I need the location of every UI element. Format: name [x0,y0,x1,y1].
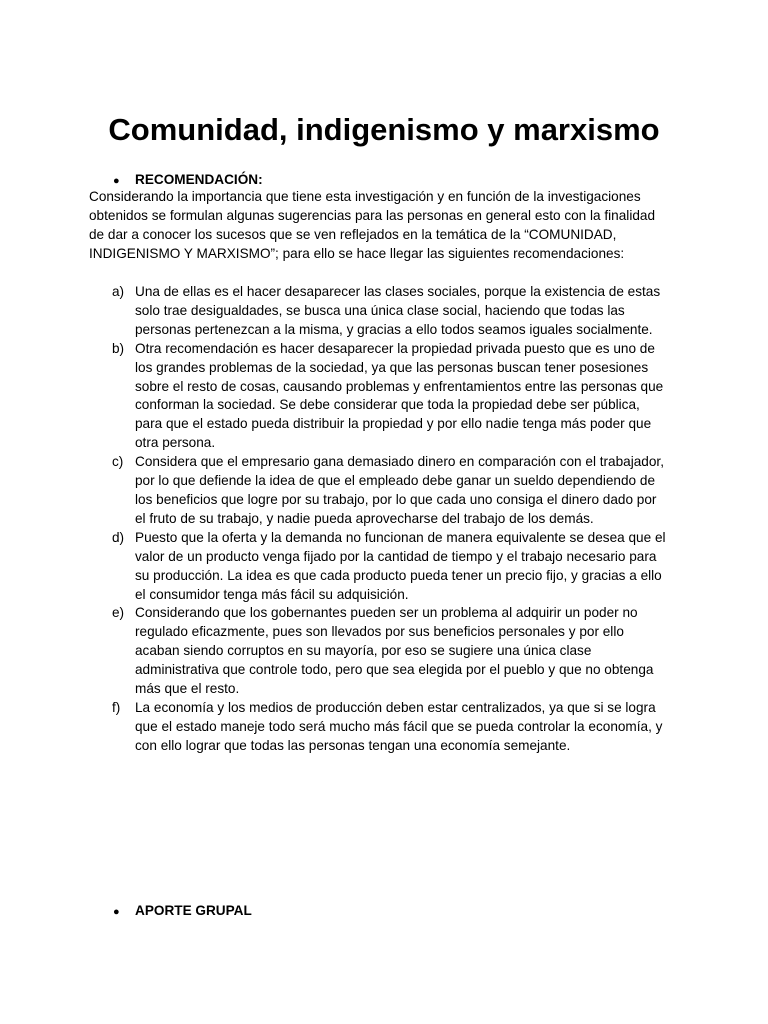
text-line: que el estado maneje todo será mucho más fácil que se pueda controlar la economía, y [135,718,663,734]
text-line: conforman la sociedad. Se debe considerar que toda la propiedad debe ser pública, [135,397,640,413]
text-line: el consumidor tenga más fácil su adquisición. [135,586,409,602]
text-line: para que el estado pueda distribuir la propiedad y por ello nadie tenga más poder que [135,416,652,432]
list-marker: e) [112,605,125,621]
text-line: Considera que el empresario gana demasiado dinero en comparación con el trabajador, [135,454,664,470]
text-line: valor de un producto venga fijado por la cantidad de tiempo y el trabajo necesario para [135,548,657,564]
list-item-text [135,453,689,529]
text-line: Otra recomendación es hacer desaparecer la propiedad privada puesto que es uno de [135,340,655,356]
list-item [89,453,689,529]
bullet-icon: ● [113,175,120,187]
text-line: Una de ellas es el hacer desaparecer las clases sociales, porque la existencia de estas [135,284,661,299]
intro-line: de dar a conocer los sucesos que se ven reflejados en la temática de la “COMUNIDAD, [89,226,617,242]
list-item [89,340,689,453]
text-line: solo trae desigualdades, se busca una única clase social, haciendo que todas las [135,302,625,318]
list-marker: b) [112,340,125,356]
list-item-text [135,529,689,605]
document-title: Comunidad, indigenismo y marxismo [108,112,660,147]
list-item-text [135,283,689,340]
list-item-text [135,604,689,699]
list-item [89,604,689,699]
text-line: su producción. La idea es que cada producto pueda tener un precio fijo, y gracias a ello [135,567,662,583]
text-line: sobre el resto de cosas, causando problemas y enfrentamientos entre las personas que [135,378,664,394]
text-line: acaban siendo corruptos en su mayoría, por eso se sugiere una única clase [135,643,592,659]
text-line: los grandes problemas de la sociedad, ya que las personas buscan tener posesiones [135,359,649,375]
section-heading-label: APORTE GRUPAL [135,903,252,918]
recommendation-list [89,283,689,756]
intro-line: obtenidos se formulan algunas sugerencias para las personas en general esto con la finalidad [89,207,656,223]
text-line: otra persona. [135,435,216,451]
intro-line: Considerando la importancia que tiene esta investigación y en función de la investigaciones [89,189,641,204]
text-line: más que el resto. [135,681,240,697]
list-marker: d) [112,529,125,545]
intro-line: INDIGENISMO Y MARXISMO”; para ello se hace llegar las siguientes recomendaciones: [89,245,625,261]
list-item-text [135,340,689,453]
list-marker: c) [112,454,124,470]
text-line: con ello lograr que todas las personas tengan una economía semejante. [135,737,571,753]
list-marker: f) [112,699,121,715]
list-item [89,529,689,605]
text-line: Considerando que los gobernantes pueden ser un problema al adquirir un poder no [135,605,638,621]
bullet-icon: ● [113,906,120,918]
list-marker: a) [112,284,125,299]
text-line: regulado eficazmente, pues son llevados por sus beneficios personales y por ello [135,624,624,640]
text-line: el fruto de su trabajo, y nadie pueda aprovecharse del trabajo de los demás. [135,510,594,526]
section-heading-aporte-grupal [113,901,252,922]
text-line: Puesto que la oferta y la demanda no funcionan de manera equivalente se desea que el [135,529,666,545]
intro-paragraph [89,188,679,264]
list-item-text [135,699,689,756]
list-item [89,283,689,340]
text-line: los beneficios que logre por su trabajo, por lo que cada uno consiga el dinero dado por [135,491,657,507]
list-item [89,699,689,756]
text-line: por lo que defiende la idea de que el empleado debe ganar un sueldo dependiendo de [135,473,656,489]
section-heading-label: RECOMENDACIÓN: [135,172,263,187]
text-line: personas pertenezcan a la misma, y gracias a ello todos seamos iguales socialmente. [135,321,653,337]
text-line: La economía y los medios de producción deben estar centralizados, ya que si se logra [135,699,656,715]
text-line: administrativa que controle todo, pero que sea elegida por el pueblo y que no obtenga [135,662,654,678]
